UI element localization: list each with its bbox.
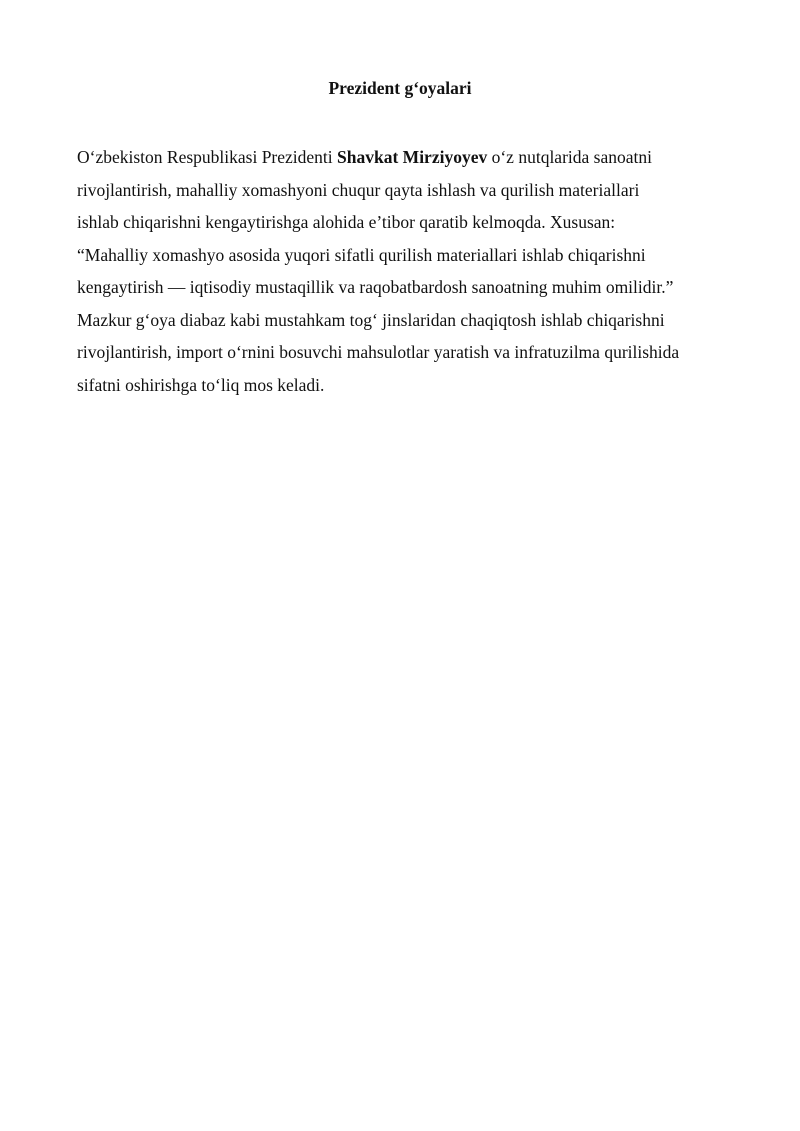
paragraph-line: Mazkur g‘oya diabaz kabi mustahkam tog‘ jinslaridan chaqiqtosh ishlab chiqarishni	[77, 309, 665, 330]
quote-line: “Mahalliy xomashyo asosida yuqori sifatli qurilish materiallari ishlab chiqarishni	[77, 244, 646, 265]
quote-line: kengaytirish — iqtisodiy mustaqillik va raqobatbardosh sanoatning muhim omilidir.”	[77, 277, 674, 297]
paragraph-line: ishlab chiqarishni kengaytirishga alohida e’tibor qaratib kelmoqda. Xususan:	[77, 212, 616, 232]
president-name: Shavkat Mirziyoyev	[337, 147, 488, 167]
intro-text: O‘zbekiston Respublikasi Prezidenti	[77, 147, 338, 167]
intro-continuation: o‘z nutqlarida sanoatni	[487, 147, 652, 167]
paragraph-line: rivojlantirish, import o‘rnini bosuvchi mahsulotlar yaratish va infratuzilma qurilishida	[77, 342, 680, 362]
paragraph-line: sifatni oshirishga to‘liq mos keladi.	[77, 374, 325, 395]
paragraph-line	[77, 141, 737, 174]
document-title: Prezident g‘oyalari	[328, 78, 472, 98]
paragraph-line: rivojlantirish, mahalliy xomashyoni chuqur qayta ishlash va qurilish materiallari	[77, 179, 640, 200]
body-paragraph	[77, 141, 737, 401]
